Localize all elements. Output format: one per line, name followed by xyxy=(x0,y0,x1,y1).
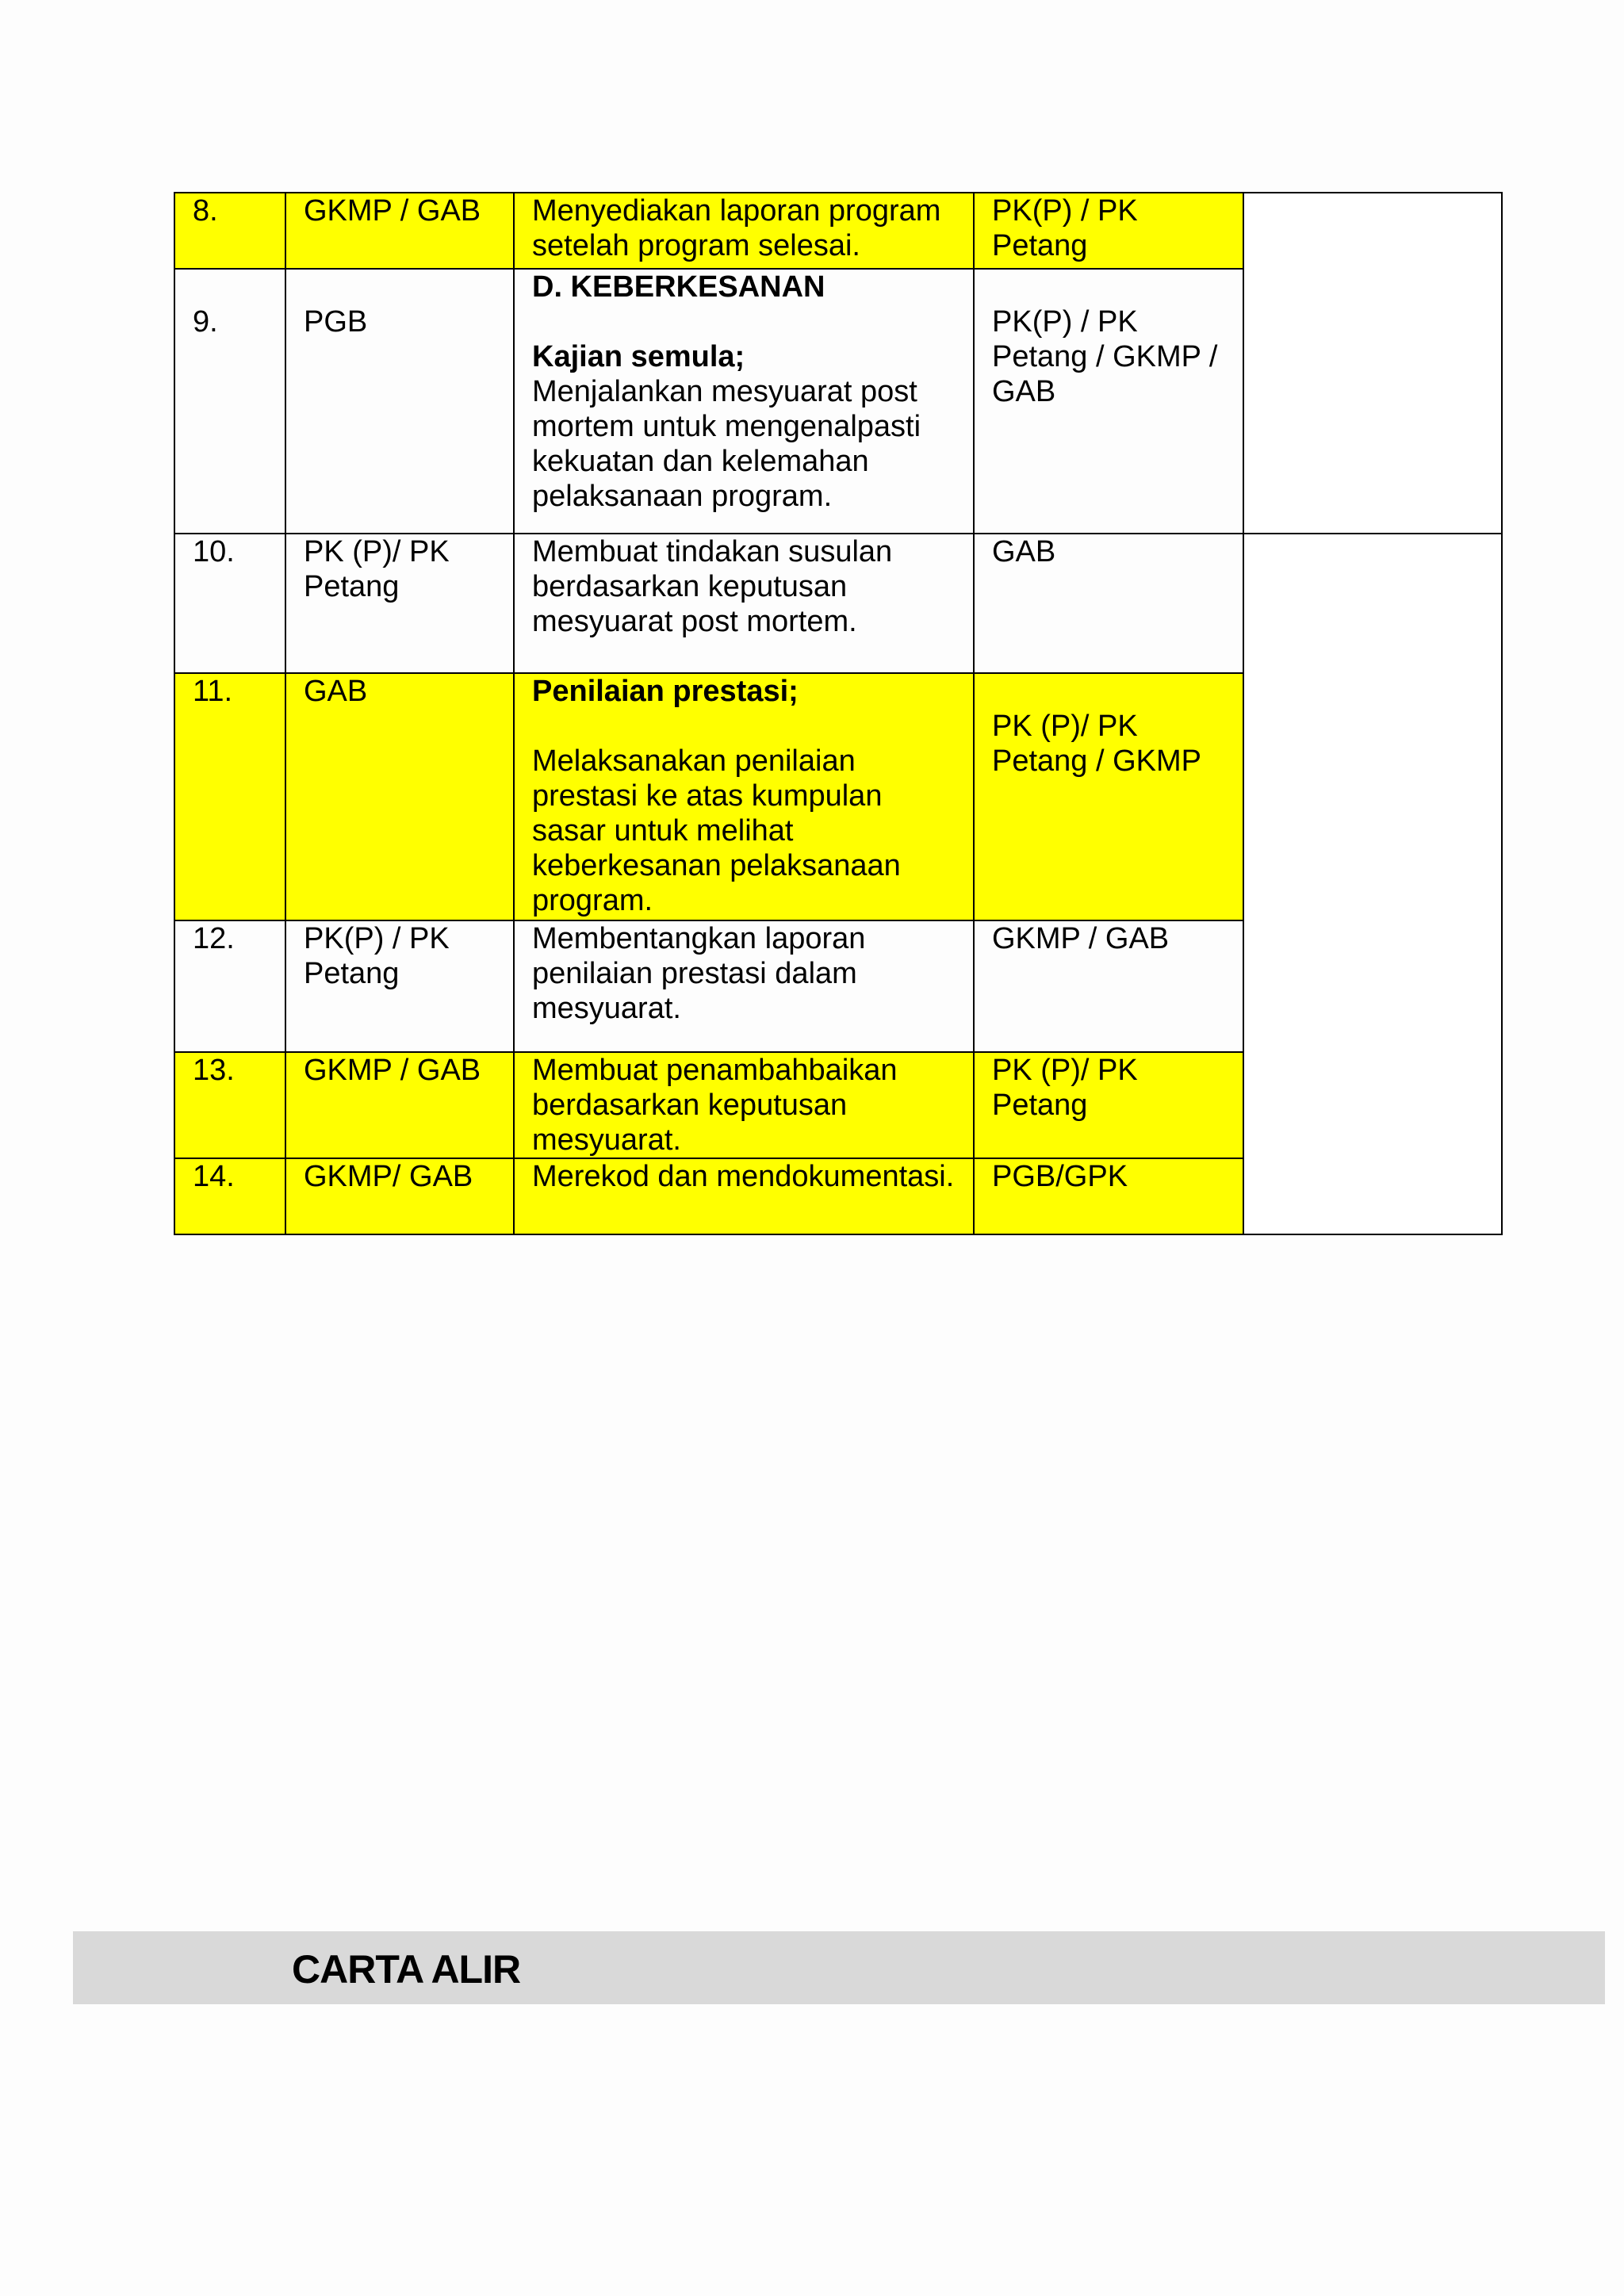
row-activity: Menyediakan laporan program setelah program selesai. xyxy=(514,193,974,269)
row-action: PGB/GPK xyxy=(974,1158,1243,1234)
subsection-heading: Kajian semula; xyxy=(532,340,745,373)
row-number: 10. xyxy=(174,534,285,673)
table-row xyxy=(174,534,1502,673)
row-activity: Membuat tindakan susulan berdasarkan keputusan mesyuarat post mortem. xyxy=(514,534,974,673)
row-activity: Menjalankan mesyuarat post mortem untuk mengenalpasti kekuatan dan kelemahan pelaksanaan program. xyxy=(532,375,921,513)
row-officer: PGB xyxy=(304,305,368,339)
row-number: 12. xyxy=(174,920,285,1052)
row-officer: PK(P) / PK Petang xyxy=(285,920,514,1052)
row-action: PK(P) / PK Petang / GKMP / GAB xyxy=(992,305,1218,408)
row-activity: Membentangkan laporan penilaian prestasi dalam mesyuarat. xyxy=(514,920,974,1052)
row-officer: GKMP / GAB xyxy=(285,193,514,269)
section-band xyxy=(73,1931,1605,2004)
section-heading: D. KEBERKESANAN xyxy=(532,270,825,304)
row-number: 9. xyxy=(193,305,218,339)
table-row xyxy=(174,193,1502,269)
row-action: PK(P) / PK Petang xyxy=(974,193,1243,269)
row-number: 8. xyxy=(174,193,285,269)
row-officer: GAB xyxy=(285,673,514,920)
notes-cell xyxy=(1243,193,1502,534)
row-action: PK (P)/ PK Petang xyxy=(974,1052,1243,1158)
row-officer: GKMP/ GAB xyxy=(285,1158,514,1234)
row-action: PK (P)/ PK Petang / GKMP xyxy=(992,710,1202,778)
row-action: GKMP / GAB xyxy=(974,920,1243,1052)
row-action: GAB xyxy=(974,534,1243,673)
row-activity: Melaksanakan penilaian prestasi ke atas kumpulan sasar untuk melihat keberkesanan pelaksanaan program. xyxy=(532,744,901,917)
procedure-table xyxy=(174,192,1503,1235)
row-officer: PK (P)/ PK Petang xyxy=(285,534,514,673)
row-number: 11. xyxy=(174,673,285,920)
notes-cell xyxy=(1243,534,1502,1234)
row-number: 13. xyxy=(174,1052,285,1158)
row-officer: GKMP / GAB xyxy=(285,1052,514,1158)
row-number: 14. xyxy=(174,1158,285,1234)
section-title: CARTA ALIR xyxy=(292,1947,521,1992)
row-activity: Merekod dan mendokumentasi. xyxy=(514,1158,974,1234)
subsection-heading: Penilaian prestasi; xyxy=(532,675,799,708)
row-activity: Membuat penambahbaikan berdasarkan keputusan mesyuarat. xyxy=(514,1052,974,1158)
